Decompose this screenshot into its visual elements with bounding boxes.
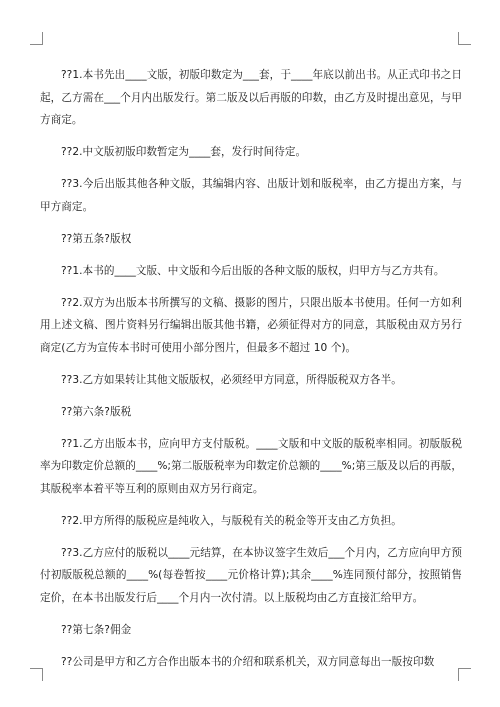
paragraph-6: ??2.双方为出版本书所撰写的文稿、摄影的图片，只限出版本书使用。任何一方如利用上述文稿、图片资料另行编辑出版其他书籍，必须征得对方的同意，其版税由双方另行商定(乙方为宣传本书时可使用小部分图片，但最多不超过 10 个)。 xyxy=(40,296,462,354)
paragraph-11: ??3.乙方应付的版税以____元结算，在本协议签字生效后___个月内，乙方应向甲方预付初版版税总额的____%(每卷暂按____元价格计算);其余____%连同预付部分，按照销售定价，在本书出版发行后____个月内一次付清。以上版税均由乙方直接汇给甲方。 xyxy=(40,546,462,604)
paragraph-13: ??公司是甲方和乙方合作出版本书的介绍和联系机关，双方同意每出一版按印数 xyxy=(61,655,435,668)
paragraph-9: ??1.乙方出版本书，应向甲方支付版税。____文版和中文版的版税率相同。初版版税率为印数定价总额的____%;第二版版税率为印数定价总额的____%;第三版及以后的再版，其版税率本着平等互利的原则由双方另行商定。 xyxy=(40,437,462,495)
paragraph-5: ??1.本书的____文版、中文版和今后出版的各种文版的版权，归甲方与乙方共有。 xyxy=(61,264,445,277)
section-heading-article-6: ??第六条?版税 xyxy=(61,405,132,418)
paragraph-10: ??2.甲方所得的版税应是纯收入，与版税有关的税金等开支由乙方负担。 xyxy=(61,514,402,527)
paragraph-2: ??2.中文版初版印数暂定为____套，发行时间待定。 xyxy=(61,146,307,158)
crop-mark-top-right xyxy=(458,32,471,45)
paragraph-7: ??3.乙方如果转让其他文版版权，必须经甲方同意，所得版税双方各半。 xyxy=(61,373,402,386)
section-heading-article-7: ??第七条?佣金 xyxy=(61,623,132,636)
section-heading-article-5: ??第五条?版权 xyxy=(61,232,132,245)
paragraph-3: ??3.今后出版其他各种文版，其编辑内容、出版计划和版税率，由乙方提出方案，与甲方商定。 xyxy=(40,178,462,213)
document-body xyxy=(40,64,462,683)
paragraph-1: ??1.本书先出____文版，初版印数定为___套，于____年底以前出书。从正式印书之日起，乙方需在___个月内出版发行。第二版及以后再版的印数，由乙方及时提出意见，与甲方商定。 xyxy=(40,69,462,126)
crop-mark-top-left xyxy=(30,32,43,45)
